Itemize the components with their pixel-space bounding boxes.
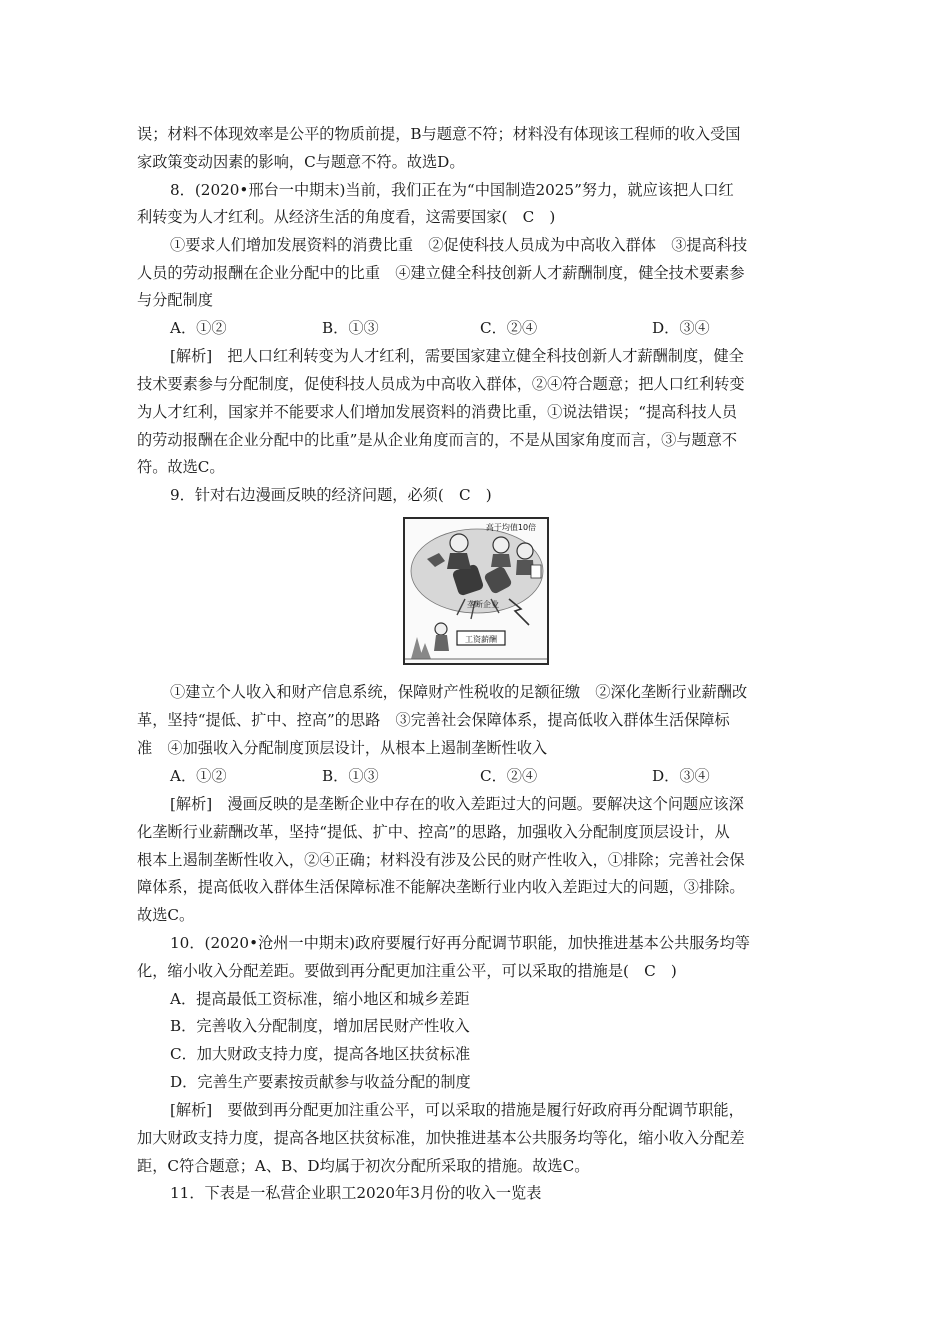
grass-shape [411, 637, 431, 659]
question-9-items: ①建立个人收入和财产信息系统，保障财产性税收的足额征缴 ②深化垄断行业薪酬改 [170, 683, 748, 701]
person-head [517, 543, 533, 559]
cartoon-image [403, 517, 549, 665]
question-8-items: ①要求人们增加发展资料的消费比重 ②促使科技人员成为中高收入群体 ③提高科技 [170, 236, 748, 254]
text-line: 利转变为人才红利。从经济生活的角度看，这需要国家( C ) [137, 208, 556, 226]
worker-head [435, 623, 447, 635]
option-d: D．③④ [652, 319, 710, 337]
text-line: 化，缩小收入分配差距。要做到再分配更加注重公平，可以采取的措施是( C ) [137, 962, 677, 980]
text-line: 符。故选C。 [137, 458, 225, 476]
text-line: 技术要素参与分配制度，促使科技人员成为中高收入群体，②④符合题意；把人口红利转变 [137, 375, 745, 393]
cartoon-label-middle: 垄断企业 [467, 600, 499, 609]
text-line: 与分配制度 [137, 291, 213, 309]
cartoon-label-top: 高于均值10倍 [485, 523, 537, 532]
text-line: 化垄断行业薪酬改革，坚持“提低、扩中、控高”的思路，加强收入分配制度顶层设计，从 [137, 823, 730, 841]
option-c: C．②④ [480, 319, 538, 337]
text-line: 误；材料不体现效率是公平的物质前提，B与题意不符；材料没有体现该工程师的收入受国 [137, 125, 741, 143]
analysis-8: [解析] 把人口红利转变为人才红利，需要国家建立健全科技创新人才薪酬制度，健全 [170, 347, 744, 365]
question-11-stem: 11．下表是一私营企业职工2020年3月份的收入一览表 [170, 1184, 542, 1202]
text-line: 为人才红利，国家并不能要求人们增加发展资料的消费比重，①说法错误；“提高科技人员 [137, 403, 738, 421]
option-a: A．①② [170, 767, 227, 785]
text-line: 加大财政支持力度，提高各地区扶贫标准，加快推进基本公共服务均等化，缩小收入分配差 [137, 1129, 745, 1147]
person-body [491, 554, 511, 567]
text-line: 革，坚持“提低、扩中、控高”的思路 ③完善社会保障体系，提高低收入群体生活保障标 [137, 711, 730, 729]
worker-body [434, 635, 449, 651]
person-head [493, 537, 509, 553]
option-c: C．②④ [480, 767, 538, 785]
text-line: 人员的劳动报酬在企业分配中的比重 ④建立健全科技创新人才薪酬制度，健全技术要素参 [137, 264, 745, 282]
option-b: B．①③ [322, 319, 379, 337]
option-c: C．加大财政支持力度，提高各地区扶贫标准 [170, 1045, 471, 1063]
option-b: B．完善收入分配制度，增加居民财产性收入 [170, 1017, 470, 1035]
option-a: A．①② [170, 319, 227, 337]
question-10-stem: 10．(2020•沧州一中期末)政府要履行好再分配调节职能，加快推进基本公共服务均等 [170, 934, 750, 952]
option-d: D．完善生产要素按贡献参与收益分配的制度 [170, 1073, 471, 1091]
text-line: 距，C符合题意；A、B、D均属于初次分配所采取的措施。故选C。 [137, 1157, 590, 1175]
text-line: 的劳动报酬在企业分配中的比重”是从企业角度而言的，不是从国家角度而言，③与题意不 [137, 431, 738, 449]
analysis-10: [解析] 要做到再分配更加注重公平，可以采取的措施是履行好政府再分配调节职能， [170, 1101, 744, 1119]
document-sheet [531, 565, 541, 578]
option-a: A．提高最低工资标准，缩小地区和城乡差距 [170, 990, 470, 1008]
person-body [447, 553, 471, 569]
option-d: D．③④ [652, 767, 710, 785]
cartoon-label-bottom: 工资薪酬 [465, 635, 497, 644]
cartoon-drawing [405, 519, 547, 663]
text-line: 障体系，提高低收入群体生活保障标准不能解决垄断行业内收入差距过大的问题，③排除。 [137, 878, 745, 896]
text-line: 准 ④加强收入分配制度顶层设计，从根本上遏制垄断性收入 [137, 739, 548, 757]
question-9-stem: 9．针对右边漫画反映的经济问题，必须( C ) [170, 486, 492, 504]
option-b: B．①③ [322, 767, 379, 785]
text-line: 根本上遏制垄断性收入，②④正确；材料没有涉及公民的财产性收入，①排除；完善社会保 [137, 851, 745, 869]
person-head [450, 534, 468, 552]
text-line: 故选C。 [137, 906, 195, 924]
text-line: 家政策变动因素的影响，C与题意不符。故选D。 [137, 153, 465, 171]
analysis-9: [解析] 漫画反映的是垄断企业中存在的收入差距过大的问题。要解决这个问题应该深 [170, 795, 744, 813]
question-8-stem: 8．(2020•邢台一中期末)当前，我们正在为“中国制造2025”努力，就应该把人口红 [170, 181, 734, 199]
